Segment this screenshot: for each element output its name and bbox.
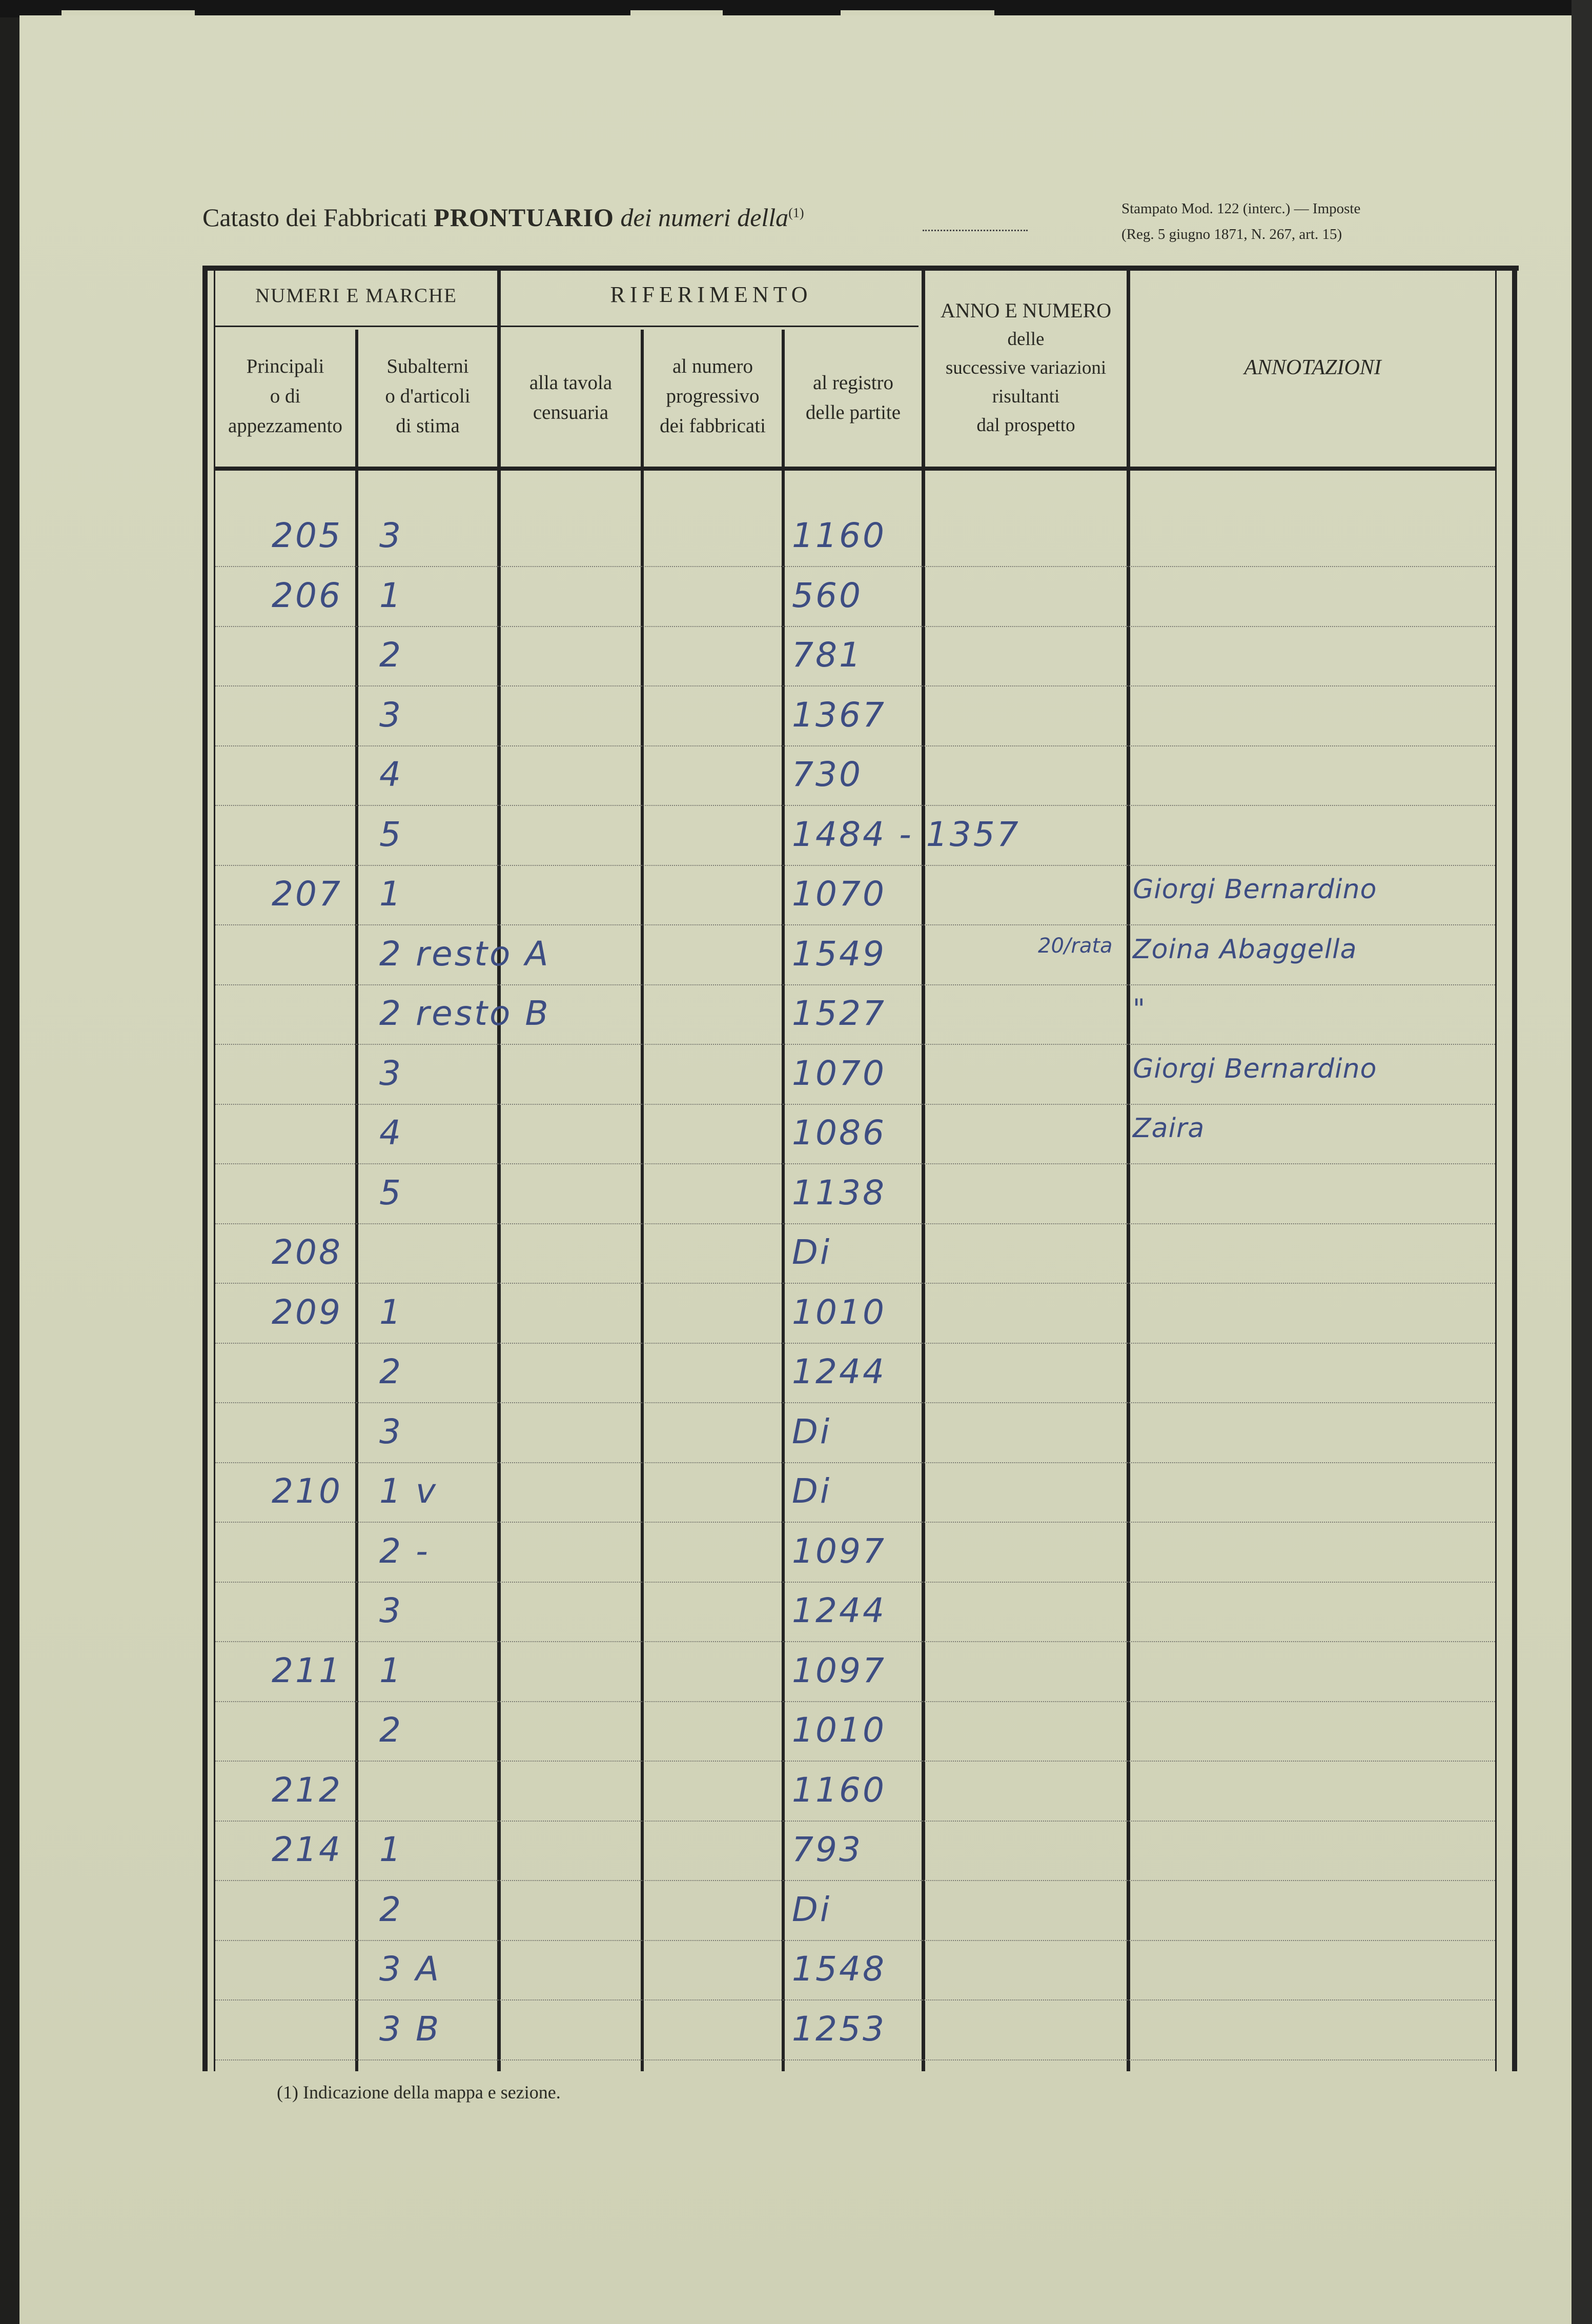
row-rule: [215, 1761, 1495, 1763]
cell-subalterno: 1: [379, 874, 403, 914]
header-numeri-marche: NUMERI E MARCHE: [255, 285, 457, 307]
cell-registro: Di: [792, 1232, 832, 1272]
cell-subalterno: 3 A: [379, 1949, 441, 1989]
cell-subalterno: 2: [379, 1889, 403, 1929]
row-rule: [215, 1880, 1495, 1882]
cell-subalterno: 2 resto B: [379, 994, 550, 1033]
cell-principale: 205: [272, 516, 342, 555]
row-rule: [215, 1462, 1495, 1464]
header-bottom-border: [214, 467, 1495, 471]
col-line-registro: [922, 271, 925, 2071]
row-rule: [215, 1821, 1495, 1823]
cell-registro: 1548: [792, 1949, 886, 1989]
row-rule: [215, 1343, 1495, 1345]
row-rule: [215, 805, 1495, 807]
row-rule: [215, 685, 1495, 688]
cell-registro: 1253: [792, 2009, 886, 2049]
cell-registro: 793: [792, 1830, 863, 1869]
row-rule: [215, 1641, 1495, 1643]
cell-annotazione: Giorgi Bernardino: [1133, 1053, 1377, 1084]
cell-principale: 211: [272, 1650, 342, 1690]
col-line-subalterni: [497, 271, 501, 2071]
cell-subalterno: 3: [379, 1591, 403, 1630]
cell-subalterno: 4: [379, 1113, 403, 1153]
row-rule: [215, 865, 1495, 867]
cell-registro: 1484 - 1357: [792, 814, 1020, 854]
cell-registro: 560: [792, 575, 863, 615]
cell-subalterno: 3: [379, 516, 403, 555]
cell-subalterno: 2: [379, 1710, 403, 1750]
cell-annotazione: ": [1133, 994, 1146, 1024]
cell-subalterno: 2 -: [379, 1531, 430, 1571]
cell-annotazione: Giorgi Bernardino: [1133, 874, 1377, 905]
register-table: [202, 266, 1519, 2071]
law-line: (Reg. 5 giugno 1871, N. 267, art. 15): [1121, 226, 1342, 242]
cell-subalterno: 3: [379, 1411, 403, 1451]
cell-subalterno: 5: [379, 814, 403, 854]
title-italic: dei numeri della: [620, 203, 789, 232]
col-line-principali: [355, 330, 358, 2071]
row-rule: [215, 924, 1495, 926]
cell-principale: 210: [272, 1471, 342, 1511]
title-note: (1): [788, 205, 804, 220]
cell-subalterno: 3: [379, 695, 403, 735]
scan-right-edge: [1571, 0, 1592, 2324]
row-rule: [215, 566, 1495, 568]
header-anno-numero: ANNO E NUMERO delle successive variazioni risultanti dal prospetto: [940, 299, 1112, 436]
header-tavola: alla tavola censuaria: [529, 372, 613, 423]
row-rule: [215, 1940, 1495, 1942]
row-rule: [215, 2059, 1495, 2062]
footnote: (1) Indicazione della mappa e sezione.: [277, 2082, 561, 2103]
cell-registro: 1086: [792, 1113, 886, 1153]
cell-registro: 1367: [792, 695, 886, 735]
col-line-progressivo: [782, 330, 785, 2071]
cell-registro: Di: [792, 1471, 832, 1511]
row-rule: [215, 1044, 1495, 1046]
cell-principale: 206: [272, 575, 342, 615]
scan-top-edge: [0, 0, 1592, 17]
cell-subalterno: 5: [379, 1173, 403, 1212]
title-bold: PRONTUARIO: [434, 203, 614, 232]
cell-registro: 1010: [792, 1710, 886, 1750]
cell-registro: 1160: [792, 516, 886, 555]
cell-principale: 212: [272, 1770, 342, 1810]
row-rule: [215, 1582, 1495, 1584]
row-rule: [215, 1223, 1495, 1225]
cell-principale: 208: [272, 1232, 342, 1272]
cell-subalterno: 1: [379, 1650, 403, 1690]
model-reference: [1121, 196, 1360, 247]
scan-left-edge: [0, 0, 19, 2324]
cell-registro: 1244: [792, 1591, 886, 1630]
cell-registro: 1549: [792, 934, 886, 974]
cell-subalterno: 1: [379, 575, 403, 615]
cell-variazione: 20/rata: [1038, 934, 1113, 958]
cell-annotazione: Zaira: [1133, 1113, 1205, 1144]
cell-registro: Di: [792, 1889, 832, 1929]
cell-subalterno: 1: [379, 1830, 403, 1869]
cell-subalterno: 1: [379, 1292, 403, 1332]
row-rule: [215, 626, 1495, 628]
row-rule: [215, 1283, 1495, 1285]
row-rule: [215, 1522, 1495, 1524]
cell-principale: 207: [272, 874, 342, 914]
cell-registro: 1070: [792, 1053, 886, 1093]
title-prefix: Catasto dei Fabbricati: [202, 203, 427, 232]
header-riferimento: RIFERIMENTO: [610, 282, 812, 307]
cell-registro: Di: [792, 1411, 832, 1451]
header-progressivo: al numero progressivo dei fabbricati: [660, 355, 766, 437]
model-line: Stampato Mod. 122 (interc.) — Imposte: [1121, 200, 1361, 217]
row-rule: [215, 1163, 1495, 1165]
col-line-right: [1512, 266, 1517, 2071]
col-line-left-inner: [214, 266, 215, 2071]
cell-subalterno: 2: [379, 635, 403, 675]
cell-registro: 1097: [792, 1531, 886, 1571]
cell-subalterno: 3: [379, 1053, 403, 1093]
cell-subalterno: 2: [379, 1352, 403, 1391]
cell-registro: 1070: [792, 874, 886, 914]
cell-registro: 1160: [792, 1770, 886, 1810]
col-line-right-inner: [1495, 266, 1497, 2071]
cell-registro: 781: [792, 635, 863, 675]
row-rule: [215, 984, 1495, 986]
cell-registro: 1527: [792, 994, 886, 1033]
row-rule: [215, 1701, 1495, 1703]
header-principali: Principali o di appezzamento: [228, 355, 343, 437]
row-rule: [215, 1402, 1495, 1404]
title-dotted-line: [923, 230, 1028, 231]
cell-registro: 1010: [792, 1292, 886, 1332]
cell-principale: 214: [272, 1830, 342, 1869]
cell-annotazione: Zoina Abaggella: [1133, 934, 1357, 965]
cell-subalterno: 4: [379, 755, 403, 794]
header-divider: [214, 326, 919, 327]
page-title: [202, 203, 804, 232]
row-rule: [215, 745, 1495, 747]
cell-registro: 1244: [792, 1352, 886, 1391]
row-rule: [215, 1999, 1495, 2002]
cell-subalterno: 3 B: [379, 2009, 441, 2049]
cell-principale: 209: [272, 1292, 342, 1332]
col-line-tavola: [641, 330, 644, 2071]
header-subalterni: Subalterni o d'articoli di stima: [385, 355, 471, 437]
header-annotazioni: ANNOTAZIONI: [1244, 356, 1381, 379]
cell-subalterno: 1 v: [379, 1471, 438, 1511]
col-line-left: [202, 266, 208, 2071]
table-top-border: [202, 266, 1519, 271]
header-registro: al registro delle partite: [805, 372, 901, 423]
cell-subalterno: 2 resto A: [379, 934, 550, 974]
row-rule: [215, 1104, 1495, 1106]
cell-registro: 1138: [792, 1173, 886, 1212]
cell-registro: 730: [792, 755, 863, 794]
col-line-anno: [1127, 271, 1130, 2071]
cell-registro: 1097: [792, 1650, 886, 1690]
